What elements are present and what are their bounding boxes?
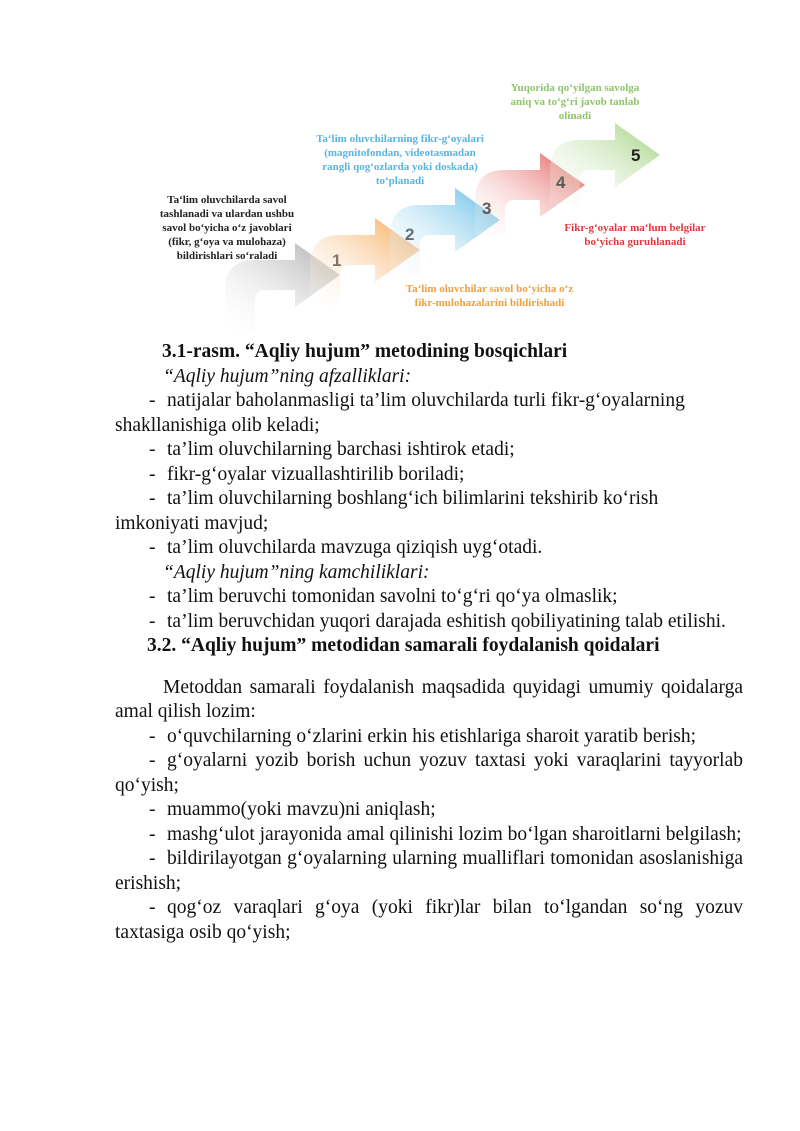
document-body — [115, 340, 743, 945]
rule-item: - muammo(yoki mavzu)ni aniqlash; — [149, 799, 436, 820]
advantages-heading: “Aqliy hujum”ning afzalliklari: — [163, 365, 412, 387]
rule-item: - bildirilayotgan g‘oyalarning ularning mualliflari tomonidan asoslanishiga erishish; — [115, 848, 743, 894]
rule-item: - qog‘oz varaqlari g‘oya (yoki fikr)lar bilan to‘lgandan so‘ng yozuv taxtasiga osib qo‘yish; — [115, 897, 743, 943]
rule-item: - mashg‘ulot jarayonida amal qilinishi lozim bo‘lgan sharoitlarni belgilash; — [149, 823, 742, 845]
section-heading: 3.2. “Aqliy hujum” metodidan samarali foydalanish qoidalari — [147, 635, 660, 656]
step-5-number: 5 — [631, 146, 641, 165]
disadvantage-item: - ta’lim beruvchi tomonidan savolni to‘g‘ri qo‘ya olmaslik; — [149, 586, 618, 607]
rule-item: - g‘oyalarni yozib borish uchun yozuv taxtasi yoki varaqlarini tayyorlab qo‘yish; — [115, 750, 743, 796]
brainstorm-steps-figure — [150, 75, 710, 340]
advantage-item: - ta’lim oluvchilarning barchasi ishtirok etadi; — [149, 439, 515, 460]
step-5-arrow — [550, 123, 660, 205]
disadvantages-heading: “Aqliy hujum”ning kamchiliklari: — [163, 561, 430, 583]
step-3-label: Ta‘lim oluvchilarning fikr-g‘oyalari (magnitofondan, videotasmadan rangli qog‘ozlarda yoki doskada) to‘planadi — [316, 133, 484, 187]
step-1-label: Ta‘lim oluvchilarda savol tashlanadi va ulardan ushbu savol bo‘yicha o‘z javoblari (fikr, g‘oya va mulohaza) bildirishlari so‘raladi — [159, 194, 295, 262]
step-2-label: Ta‘lim oluvchilar savol bo‘yicha o‘z fikr-mulohazalarini bildirishadi — [405, 283, 574, 309]
advantage-item: - natijalar baholanmasligi ta’lim oluvchilarda turli fikr-g‘oyalarning shakllanishiga olib keladi; — [115, 390, 685, 436]
figure-caption: 3.1-rasm. “Aqliy hujum” metodining bosqichlari — [162, 341, 568, 362]
step-4-label: Fikr-g‘oyalar ma‘lum belgilar bo‘yicha guruhlanadi — [564, 222, 706, 248]
advantage-item: - fikr-g‘oyalar vizuallashtirilib boriladi; — [149, 463, 465, 485]
disadvantage-item: - ta’lim beruvchidan yuqori darajada eshitish qobiliyatining talab etilishi. — [149, 610, 726, 632]
advantage-item: - ta’lim oluvchilarda mavzuga qiziqish uyg‘otadi. — [149, 537, 543, 558]
step-5-label: Yuqorida qo‘yilgan savolga aniq va to‘g‘ri javob tanlab olinadi — [510, 82, 640, 122]
rule-item: - o‘quvchilarning o‘zlarini erkin his etishlariga sharoit yaratib berish; — [149, 725, 697, 747]
intro-paragraph: Metoddan samarali foydalanish maqsadida quyidagi umumiy qoidalarga amal qilish lozim: — [115, 676, 743, 722]
advantage-item: - ta’lim oluvchilarning boshlang‘ich bilimlarini tekshirib ko‘rish imkoniyati mavjud; — [115, 488, 659, 534]
